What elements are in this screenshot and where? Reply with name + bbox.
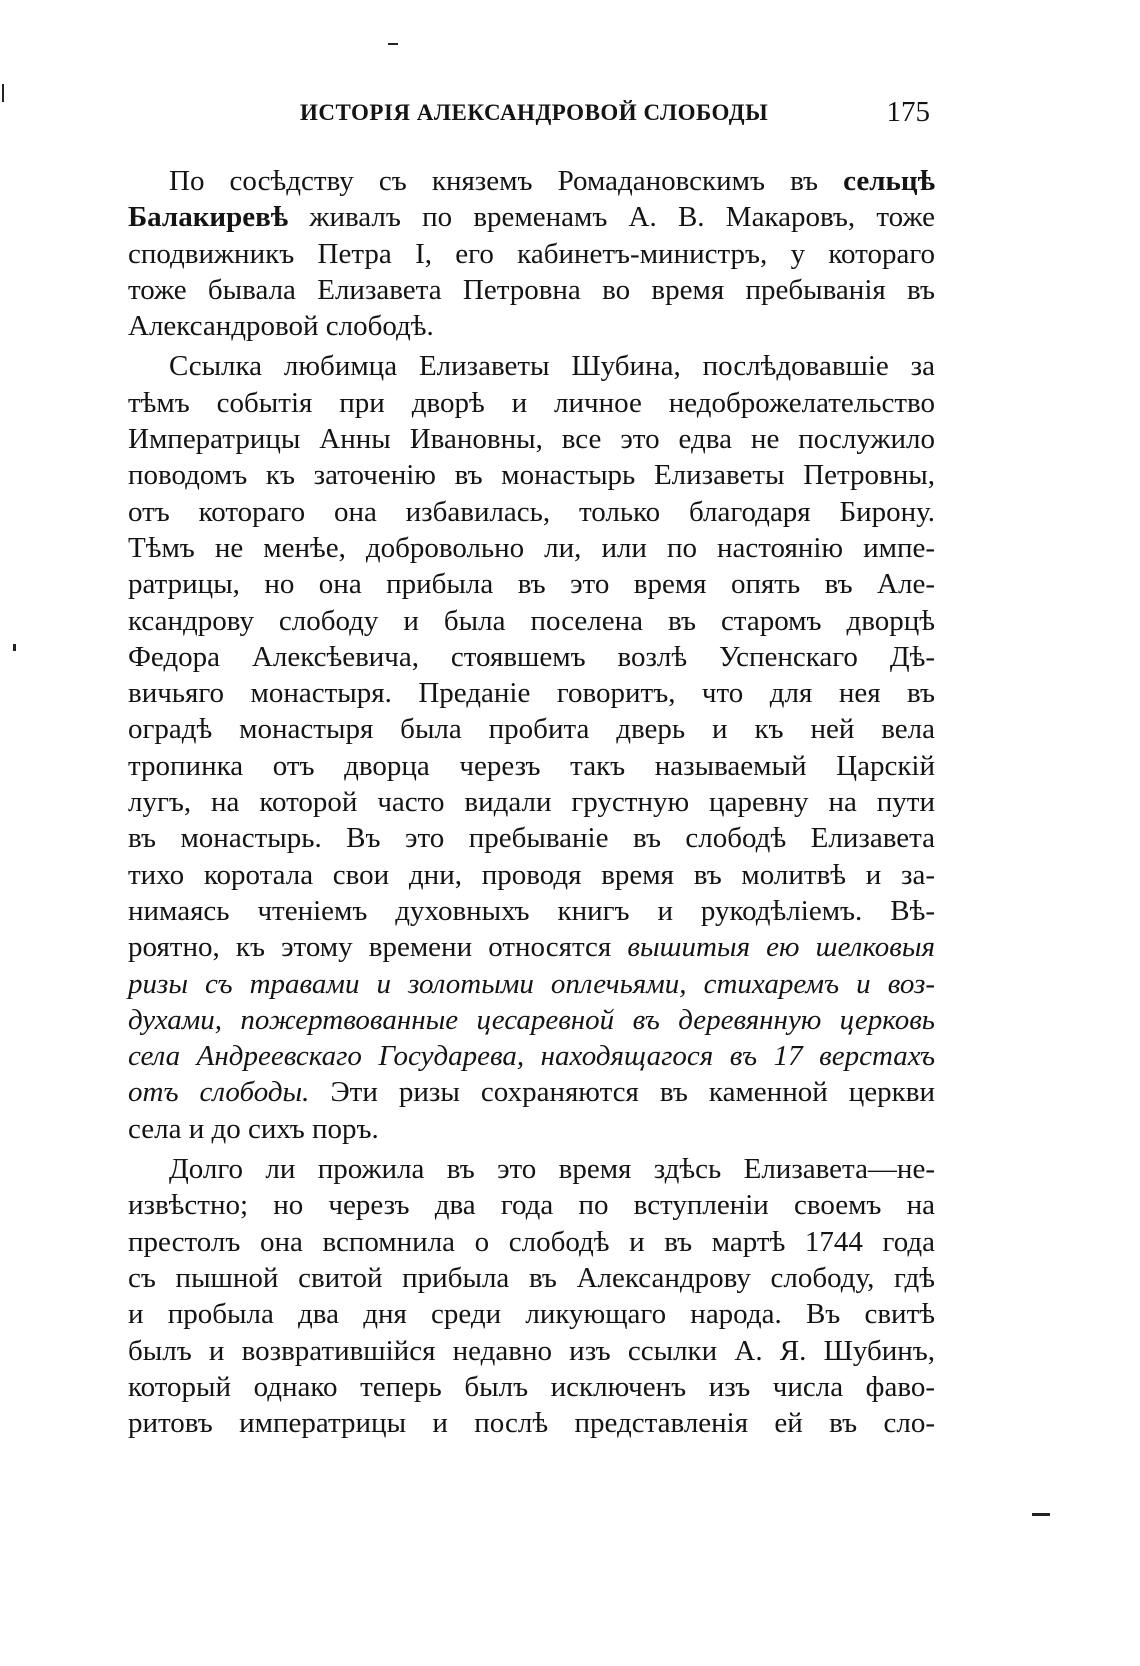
text-run: ратрицы, но она прибыла въ это время опять въ Але- [128,568,935,601]
text-line [128,748,935,784]
paragraph [128,348,935,1147]
text-line [128,566,935,602]
text-line [128,603,935,639]
text-run: Федора Алексѣевича, стоявшемъ возлѣ Успенскаго Дѣ- [128,640,935,673]
text-line [128,272,935,308]
text-run: и пробыла два дня среди ликующаго народа. Въ свитѣ [128,1298,935,1331]
scan-mark [388,43,398,45]
text-run: Александровой слободѣ. [128,310,434,343]
text-run: лугъ, на которой часто видали грустную царевну на пути [128,786,935,819]
scan-mark [2,84,4,102]
body-text [128,163,935,1441]
text-line [128,1002,935,1038]
text-line [128,639,935,675]
text-line [128,385,935,421]
page-number: 175 [886,96,930,128]
text-run: По сосѣдству съ княземъ Ромадановскимъ въ [169,165,844,197]
page-header [300,96,930,136]
text-run: былъ и возвратившійся недавно изъ ссылки А. Я. Шубинъ, [128,1334,935,1367]
text-line [128,1074,935,1110]
paragraph [128,163,935,344]
italic-text: отъ слободы. [128,1076,310,1109]
text-line [128,348,935,384]
text-run: поводомъ къ заточенію въ монастырь Елизаветы Петровны, [128,459,935,492]
text-line [128,494,935,530]
italic-text: духами, пожертвованные цесаревной въ деревянную церковь [128,1003,935,1036]
text-line [128,236,935,272]
text-run: оградѣ монастыря была пробита дверь и къ ней вела [128,713,935,746]
text-run: Ссылка любимца Елизаветы Шубина, послѣдовавшіе за [169,350,935,383]
text-line [128,893,935,929]
text-line [128,711,935,747]
text-line [128,784,935,820]
text-line [128,675,935,711]
text-line [128,421,935,457]
text-line [128,1151,935,1187]
text-run: живалъ по временамъ А. В. Макаровъ, тоже [288,201,935,234]
text-run: престолъ она вспомнила о слободѣ и въ мартѣ 1744 года [128,1225,935,1258]
text-run: тоже бывала Елизавета Петровна во время пребыванія въ [128,273,935,306]
text-run: который однако теперь былъ исключенъ изъ числа фаво- [128,1370,935,1403]
text-line [128,199,935,235]
text-run: тѣмъ событія при дворѣ и личное недоброжелательство [128,386,935,419]
text-run: роятно, къ этому времени относятся [128,931,628,964]
text-run: тропинка отъ дворца черезъ такъ называемый Царскій [128,749,935,782]
text-run: нимаясь чтеніемъ духовныхъ книгъ и рукодѣліемъ. Вѣ- [128,894,935,927]
text-run: съ пышной свитой прибыла въ Александрову слободу, гдѣ [128,1261,935,1294]
text-line [128,1038,935,1074]
text-run: отъ котораго она избавилась, только благодаря Бирону. [128,495,935,528]
text-run: Долго ли прожила въ это время здѣсь Елизавета—не- [169,1153,935,1186]
text-line [128,308,935,344]
scan-mark [1032,1513,1050,1516]
text-line [128,457,935,493]
text-line [128,530,935,566]
text-line [128,857,935,893]
text-run: ритовъ императрицы и послѣ представленія ей въ сло- [128,1407,935,1440]
running-title: ИСТОРІЯ АЛЕКСАНДРОВОЙ СЛОБОДЫ [300,100,769,125]
text-run: тихо коротала свои дни, проводя время въ молитвѣ и за- [128,858,935,891]
text-line [128,1224,935,1260]
text-run: извѣстно; но черезъ два года по вступленіи своемъ на [128,1189,935,1222]
text-run: Эти ризы сохраняются въ каменной церкви [309,1076,935,1109]
text-line [128,1333,935,1369]
italic-text: ризы съ травами и золотыми оплечьями, стихаремъ и воз- [128,967,935,1000]
text-line [128,1111,935,1147]
paragraph [128,1151,935,1441]
text-line [128,1405,935,1441]
text-run: въ монастырь. Въ это пребываніе въ слободѣ Елизавета [128,822,935,855]
text-line [128,966,935,1002]
text-run: Тѣмъ не менѣе, добровольно ли, или по настоянію импе- [128,531,935,564]
text-line [128,929,935,965]
scan-mark [13,644,16,651]
text-run: сподвижникъ Петра I, его кабинетъ-министръ, у котораго [128,237,935,270]
text-line [128,163,935,199]
text-line [128,820,935,856]
text-run: села и до сихъ поръ. [128,1112,379,1145]
text-run: ксандрову слободу и была поселена въ старомъ дворцѣ [128,604,935,637]
italic-text: села Андреевскаго Государева, находящагося въ 17 верстахъ [128,1040,935,1073]
italic-text: вышитыя ею шелковыя [627,931,935,964]
bold-text: сельцѣ [843,165,935,197]
bold-text: Балакиревѣ [128,201,289,234]
text-line [128,1260,935,1296]
text-line [128,1187,935,1223]
text-line [128,1296,935,1332]
text-line [128,1369,935,1405]
text-run: вичьяго монастыря. Преданіе говоритъ, что для нея въ [128,677,935,710]
text-run: Императрицы Анны Ивановны, все это едва не послужило [128,423,935,456]
